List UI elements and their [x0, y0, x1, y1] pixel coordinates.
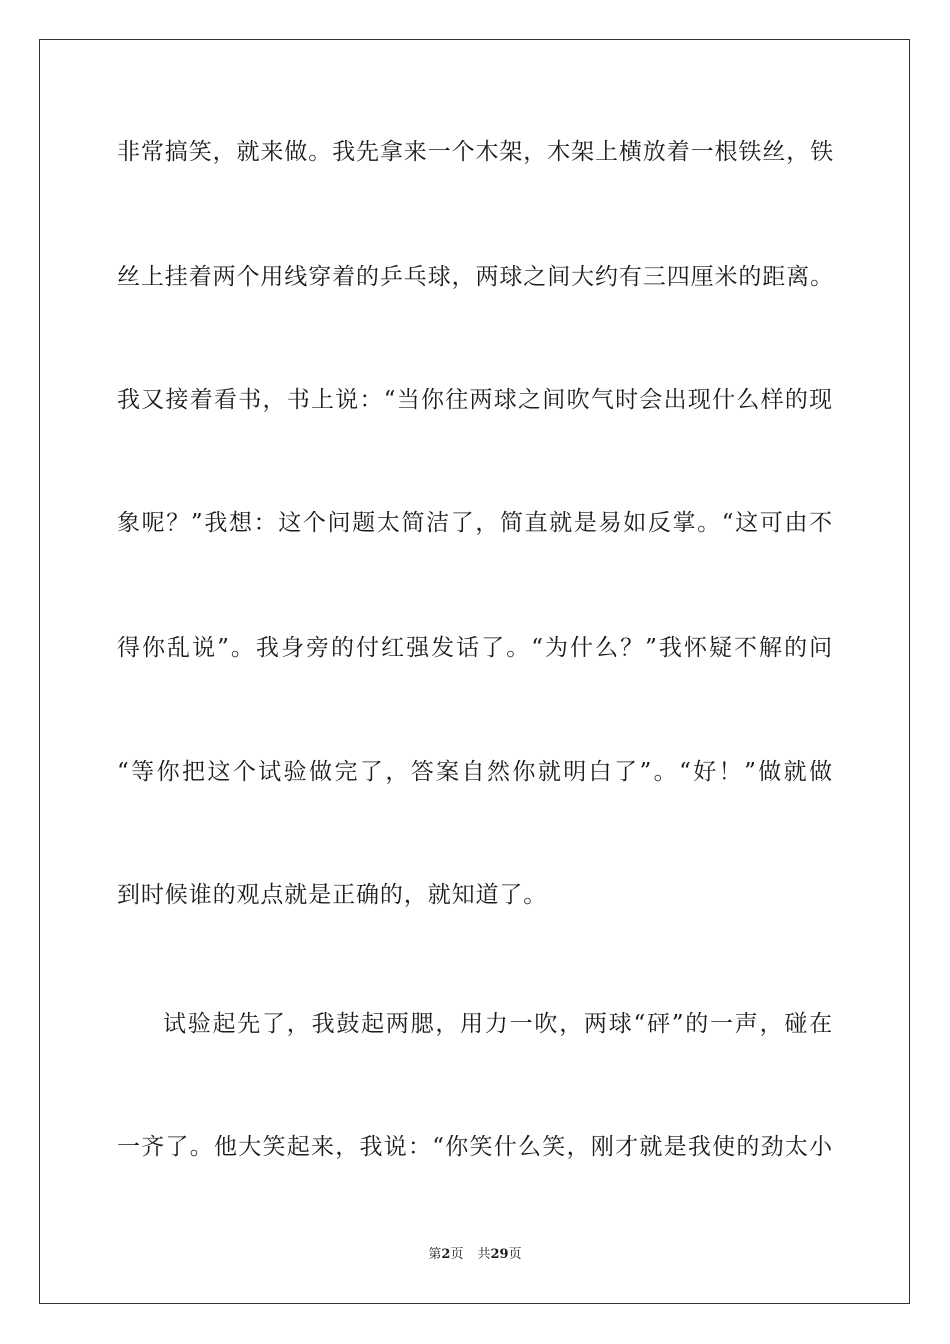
text-line-3: 我又接着看书，书上说：“当你往两球之间吹气时会出现什么样的现 — [117, 387, 833, 413]
text-line-1: 非常搞笑，就来做。我先拿来一个木架，木架上横放着一根铁丝，铁 — [117, 139, 834, 165]
text-line-8-paragraph-start: 试验起先了，我鼓起两腮，用力一吹，两球“砰”的一声，碰在 — [163, 1011, 833, 1037]
text-line-4: 象呢？”我想：这个问题太简洁了，简直就是易如反掌。“这可由不 — [117, 510, 833, 536]
text-line-6: “等你把这个试验做完了，答案自然你就明白了”。“好！”做就做 — [117, 759, 833, 785]
total-suffix: 页 — [508, 1247, 522, 1262]
text-line-5: 得你乱说”。我身旁的付红强发话了。“为什么？”我怀疑不解的问 — [117, 635, 833, 661]
page-border — [39, 39, 910, 1304]
total-prefix: 共 — [477, 1247, 491, 1262]
page-prefix: 第 — [428, 1247, 442, 1262]
page-current-number: 2 — [441, 1247, 451, 1262]
text-line-7: 到时候谁的观点就是正确的，就知道了。 — [117, 882, 548, 908]
page-footer — [0, 1246, 950, 1264]
page-total-number: 29 — [490, 1247, 509, 1262]
text-line-2: 丝上挂着两个用线穿着的乒乓球，两球之间大约有三四厘米的距离。 — [117, 264, 834, 290]
page-suffix: 页 — [450, 1247, 464, 1262]
text-line-9: 一齐了。他大笑起来，我说：“你笑什么笑，刚才就是我使的劲太小 — [117, 1134, 833, 1160]
